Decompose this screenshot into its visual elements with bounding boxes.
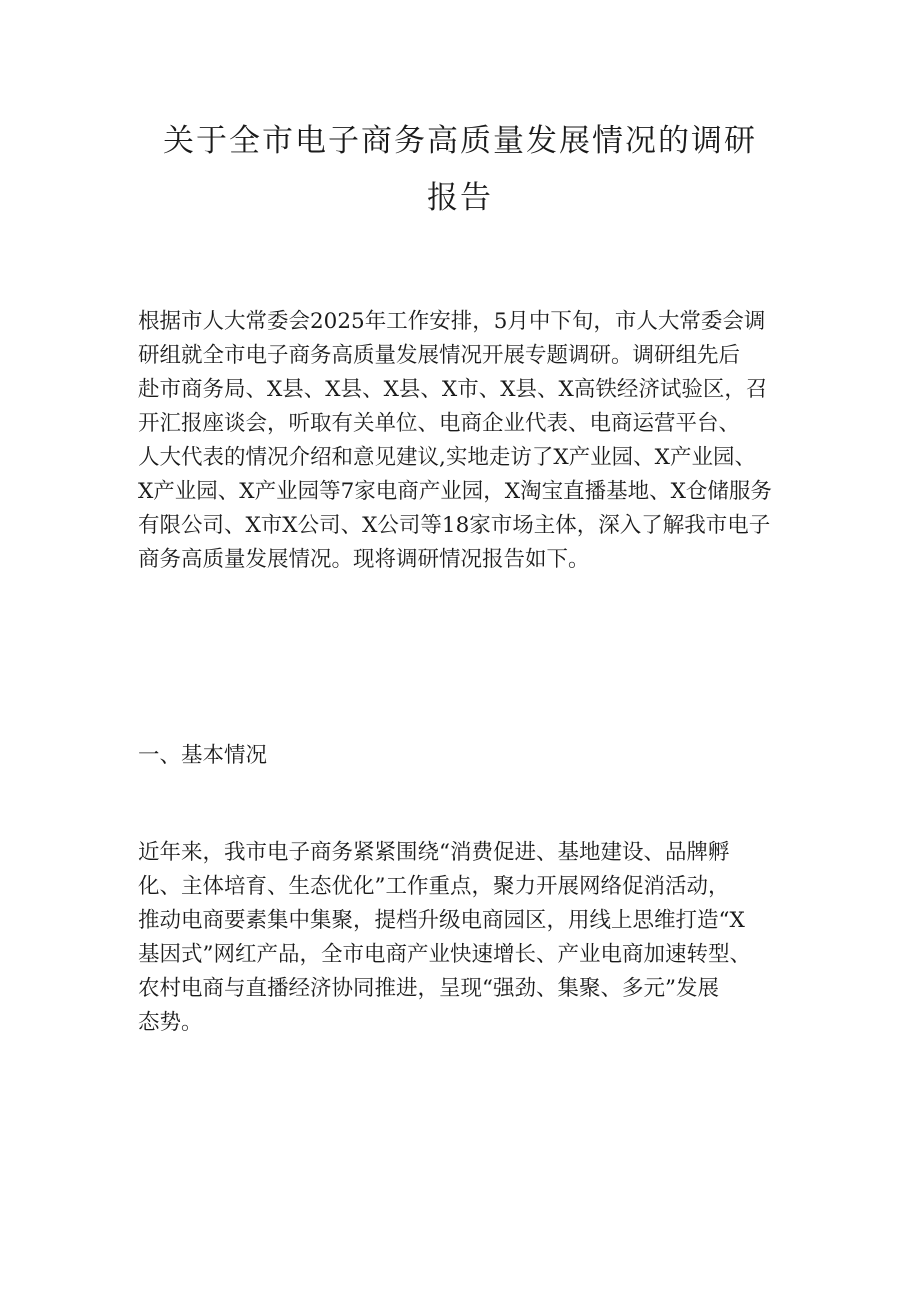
intro-line: 赴市商务局、X县、X县、X县、X市、X县、X高铁经济试验区，召 xyxy=(138,377,768,402)
body-line: 农村电商与直播经济协同推进，呈现“强劲、集聚、多元”发展 xyxy=(138,976,719,1001)
intro-line: 开汇报座谈会，听取有关单位、电商企业代表、电商运营平台、 xyxy=(138,411,741,436)
body-line: 态势。 xyxy=(138,1010,203,1035)
intro-line: X产业园、X产业园等7家电商产业园，X淘宝直播基地、X仓储服务 xyxy=(138,479,772,504)
body-line: 近年来，我市电子商务紧紧围绕“消费促进、基地建设、品牌孵 xyxy=(138,840,730,865)
document-title-line-1: 关于全市电子商务高质量发展情况的调研 xyxy=(163,123,757,159)
intro-line: 人大代表的情况介绍和意见建议,实地走访了X产业园、X产业园、 xyxy=(138,445,756,470)
intro-line: 商务高质量发展情况。现将调研情况报告如下。 xyxy=(138,547,590,572)
body-line: 化、主体培育、生态优化”工作重点，聚力开展网络促消活动， xyxy=(138,874,730,899)
intro-paragraph xyxy=(138,305,798,577)
body-line: 推动电商要素集中集聚，提档升级电商园区，用线上思维打造“X xyxy=(138,908,745,933)
intro-line: 有限公司、X市X公司、X公司等18家市场主体，深入了解我市电子 xyxy=(138,513,771,538)
section-heading-basic-situation: 一、基本情况 xyxy=(138,743,268,768)
intro-line: 研组就全市电子商务高质量发展情况开展专题调研。调研组先后 xyxy=(138,343,741,368)
body-paragraph xyxy=(138,836,798,1040)
document-title-line-2: 报告 xyxy=(427,180,493,216)
intro-line: 根据市人大常委会2025年工作安排，5月中下旬，市人大常委会调 xyxy=(138,309,766,334)
body-line: 基因式”网红产品，全市电商产业快速增长、产业电商加速转型、 xyxy=(138,942,751,967)
